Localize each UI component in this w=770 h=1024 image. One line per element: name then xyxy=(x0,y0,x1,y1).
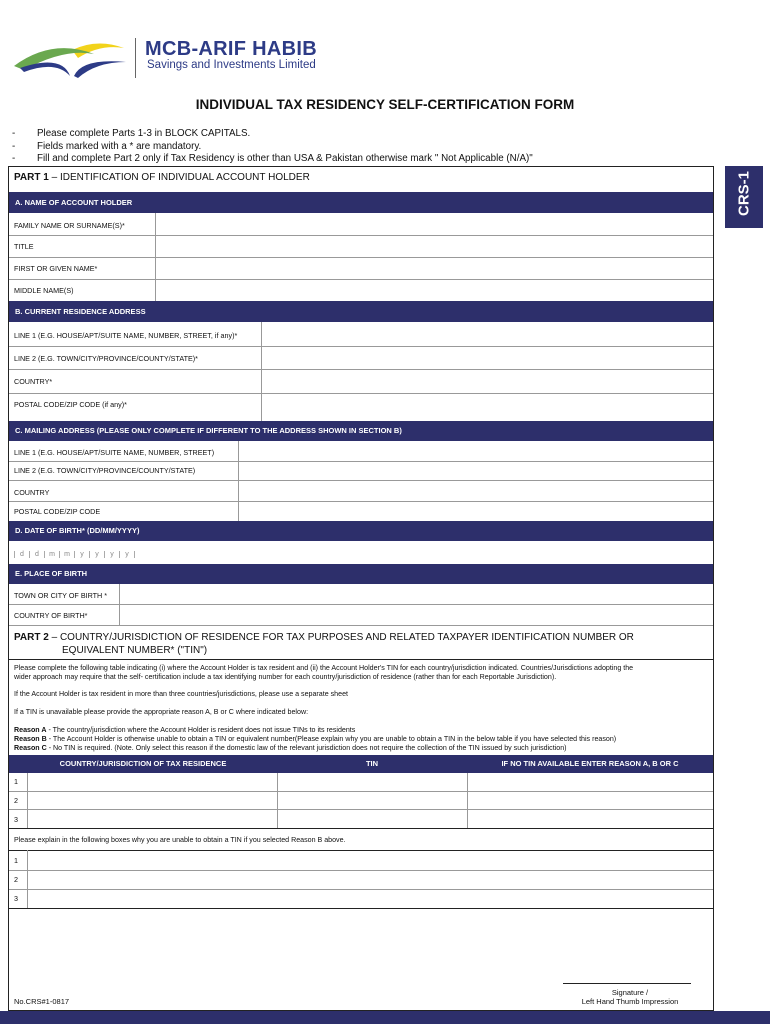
dob-day-box[interactable]: d xyxy=(14,551,29,558)
logo-swoosh-icon xyxy=(12,36,137,81)
title-field[interactable] xyxy=(156,236,712,256)
dob-year-box[interactable]: y xyxy=(119,551,135,558)
dob-month-box[interactable]: m xyxy=(44,551,59,558)
field-label-title: TITLE xyxy=(14,242,34,251)
tin-row-tin-field[interactable] xyxy=(278,774,466,790)
first-name-field[interactable] xyxy=(156,258,712,278)
residence-line1-field[interactable] xyxy=(262,323,712,345)
row-divider xyxy=(9,659,713,660)
tin-row-reason-field[interactable] xyxy=(468,774,712,790)
tin-row-number: 3 xyxy=(14,815,18,824)
section-e-header: E. PLACE OF BIRTH xyxy=(9,564,713,584)
mailing-postal-field[interactable] xyxy=(239,502,712,520)
part2-heading: PART 2 – COUNTRY/JURISDICTION OF RESIDENCE FOR TAX PURPOSES AND RELATED TAXPAYER IDENTIFICATION NUMBER OR EQUIVALENT NUMBER* ("TIN") xyxy=(14,632,634,656)
col-header-tin: TIN xyxy=(365,759,379,768)
instruction-item: - Fill and complete Part 2 only if Tax Residency is other than USA & Pakistan otherwise mark " Not Applicable (N/A)" xyxy=(12,153,533,164)
dob-day-box[interactable]: d xyxy=(29,551,44,558)
tin-row-reason-field[interactable] xyxy=(468,792,712,808)
signature-label: Signature / Left Hand Thumb Impression xyxy=(581,988,679,1006)
footer-band xyxy=(0,1011,770,1024)
reason-a: Reason A - The country/jurisdiction where the Account Holder is resident does not issue TINs to its residents xyxy=(14,726,356,734)
field-label-middle-name: MIDDLE NAME(S) xyxy=(14,286,74,295)
explain-row-number: 1 xyxy=(14,856,18,865)
tin-row-reason-field[interactable] xyxy=(468,810,712,827)
explain-row-number: 3 xyxy=(14,894,18,903)
field-label-residence-line2: LINE 2 (E.G. TOWN/CITY/PROVINCE/COUNTY/STATE)* xyxy=(14,354,198,363)
dob-month-box[interactable]: m xyxy=(59,551,74,558)
dob-year-box[interactable]: y xyxy=(104,551,119,558)
col-header-country: COUNTRY/JURISDICTION OF TAX RESIDENCE xyxy=(59,759,227,768)
tin-row-number: 1 xyxy=(14,777,18,786)
part2-tin-note: If a TIN is unavailable please provide the appropriate reason A, B or C where indicated below: xyxy=(14,708,309,716)
residence-country-field[interactable] xyxy=(262,370,712,392)
section-c-header: C. MAILING ADDRESS (PLEASE ONLY COMPLETE IF DIFFERENT TO THE ADDRESS SHOWN IN SECTION B) xyxy=(9,421,713,441)
field-label-mailing-line2: LINE 2 (E.G. TOWN/CITY/PROVINCE/COUNTY/STATE) xyxy=(14,466,196,475)
field-label-residence-line1: LINE 1 (E.G. HOUSE/APT/SUITE NAME, NUMBER, STREET, if any)* xyxy=(14,331,238,340)
dob-year-box[interactable]: y xyxy=(74,551,89,558)
instructions-list xyxy=(12,128,533,166)
dob-year-box[interactable]: y xyxy=(89,551,104,558)
residence-postal-field[interactable] xyxy=(262,394,712,420)
section-a-header: A. NAME OF ACCOUNT HOLDER xyxy=(9,192,713,213)
middle-name-field[interactable] xyxy=(156,280,712,300)
tin-row-tin-field[interactable] xyxy=(278,810,466,827)
field-label-family-name: FAMILY NAME OR SURNAME(S)* xyxy=(14,221,125,230)
field-label-birth-town: TOWN OR CITY OF BIRTH * xyxy=(14,591,108,600)
field-label-mailing-postal: POSTAL CODE/ZIP CODE xyxy=(14,507,101,516)
birth-country-field[interactable] xyxy=(120,605,712,624)
field-label-mailing-country: COUNTRY xyxy=(14,488,50,497)
instruction-item: - Fields marked with a * are mandatory. xyxy=(12,140,202,152)
form-number: No.CRS#1-0817 xyxy=(14,997,70,1006)
field-label-first-name: FIRST OR GIVEN NAME* xyxy=(14,264,98,273)
section-b-header: B. CURRENT RESIDENCE ADDRESS xyxy=(9,301,713,322)
date-of-birth-input[interactable] xyxy=(14,551,135,558)
reason-b-explain-note: Please explain in the following boxes why you are unable to obtain a TIN if you selected Reason B above. xyxy=(14,836,346,844)
explain-field[interactable] xyxy=(28,890,712,907)
part1-heading: PART 1 – IDENTIFICATION OF INDIVIDUAL ACCOUNT HOLDER xyxy=(14,172,310,183)
signature-line[interactable] xyxy=(563,983,691,984)
family-name-field[interactable] xyxy=(156,214,712,234)
residence-line2-field[interactable] xyxy=(262,347,712,368)
tin-row-number: 2 xyxy=(14,796,18,805)
brand-name: MCB-ARIF HABIB xyxy=(145,38,317,60)
field-label-mailing-line1: LINE 1 (E.G. HOUSE/APT/SUITE NAME, NUMBER, STREET) xyxy=(14,448,215,457)
logo-divider xyxy=(135,38,136,78)
form-code: CRS-1 xyxy=(735,171,753,217)
tin-table-header xyxy=(9,755,713,773)
field-label-residence-postal: POSTAL CODE/ZIP CODE (if any)* xyxy=(14,400,127,409)
col-header-reason: IF NO TIN AVAILABLE ENTER REASON A, B OR C xyxy=(501,759,679,768)
part2-instructions: Please complete the following table indicating (i) where the Account Holder is tax resident and (ii) the Account Holder's TIN for each country/jurisdiction indicated. Countries/Jurisdictions adopting the wider approach may require that the self- certification include a tax identifying number for each country/jurisdiction of residence (rather than for each Reportable Jurisdiction). xyxy=(14,664,634,681)
section-d-header: D. DATE OF BIRTH* (DD/MM/YYYY) xyxy=(9,521,713,541)
field-label-residence-country: COUNTRY* xyxy=(14,377,53,386)
explain-field[interactable] xyxy=(28,851,712,869)
row-divider xyxy=(9,908,713,909)
tin-row-country-field[interactable] xyxy=(28,810,276,827)
mailing-country-field[interactable] xyxy=(239,481,712,500)
reason-list xyxy=(14,726,616,753)
mailing-line1-field[interactable] xyxy=(239,442,712,460)
reason-c: Reason C - No TIN is required. (Note. Only select this reason if the domestic law of the relevant jurisdiction does not require the collection of the TIN issued by such jurisdiction) xyxy=(14,744,567,752)
field-label-birth-country: COUNTRY OF BIRTH* xyxy=(14,611,88,620)
brand-tagline: Savings and Investments Limited xyxy=(147,59,316,71)
reason-b: Reason B - The Account Holder is otherwise unable to obtain a TIN or equivalent number(Please explain why you are unable to obtain a TIN in the below table if you have selected this reason) xyxy=(14,735,617,743)
form-title: INDIVIDUAL TAX RESIDENCY SELF-CERTIFICATION FORM xyxy=(195,97,575,112)
tin-row-country-field[interactable] xyxy=(28,774,276,790)
row-divider xyxy=(9,828,713,829)
explain-field[interactable] xyxy=(28,871,712,888)
explain-row-number: 2 xyxy=(14,875,18,884)
instruction-item: - Please complete Parts 1-3 in BLOCK CAPITALS. xyxy=(12,128,251,139)
tin-row-tin-field[interactable] xyxy=(278,792,466,808)
birth-town-field[interactable] xyxy=(120,585,712,603)
row-divider xyxy=(9,625,713,626)
part2-separate-sheet-note: If the Account Holder is tax resident in more than three countries/jurisdictions, please use a separate sheet xyxy=(14,690,348,698)
mailing-line2-field[interactable] xyxy=(239,462,712,479)
tin-row-country-field[interactable] xyxy=(28,792,276,808)
